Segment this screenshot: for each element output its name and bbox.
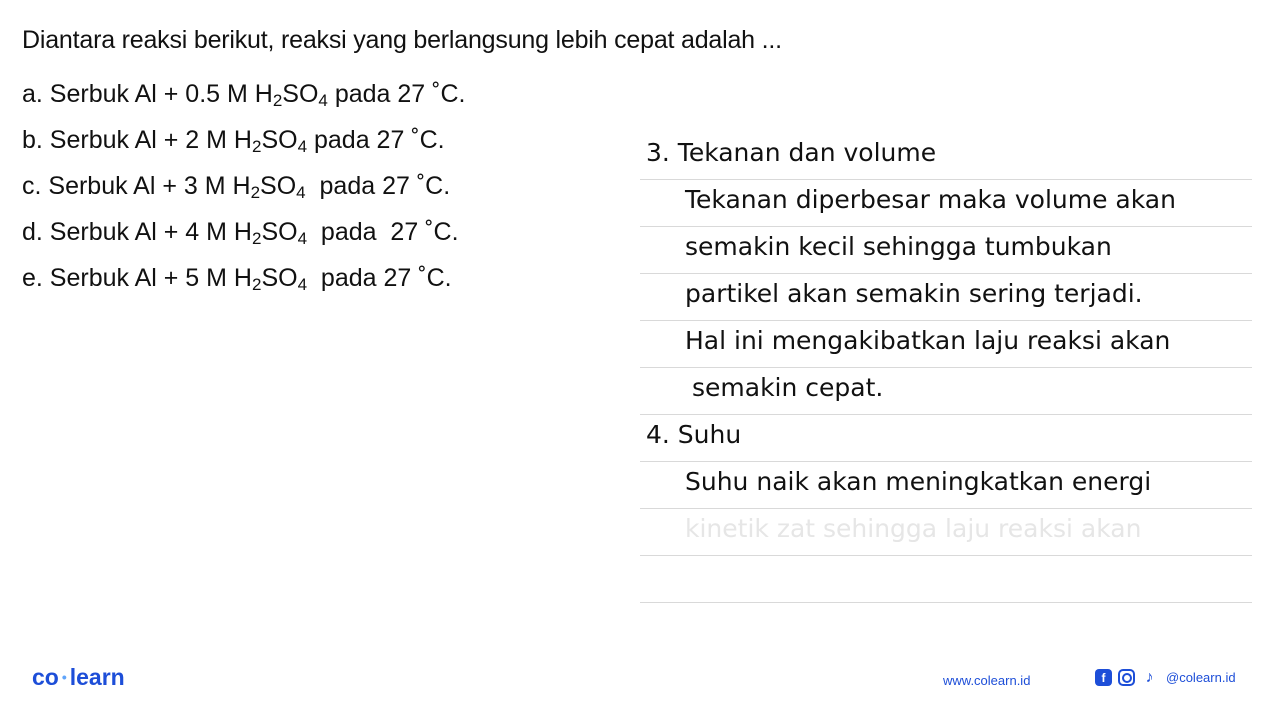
note-line: Tekanan diperbesar maka volume akan bbox=[640, 180, 1252, 227]
note-line-faint: kinetik zat sehingga laju reaksi akan bbox=[640, 509, 1252, 556]
note-line: semakin kecil sehingga tumbukan bbox=[640, 227, 1252, 274]
option-e: e. Serbuk Al + 5 M $H_2SO_4$ pada 27 ˚C. bbox=[22, 264, 452, 294]
note-line: partikel akan semakin sering terjadi. bbox=[640, 274, 1252, 321]
question-text: Diantara reaksi berikut, reaksi yang berlangsung lebih cepat adalah ... bbox=[22, 26, 782, 54]
note-heading-temperature: 4. Suhu bbox=[640, 415, 1252, 462]
option-d: d. Serbuk Al + 4 M $H_2SO_4$ pada 27 ˚C. bbox=[22, 218, 459, 248]
note-line: Suhu naik akan meningkatkan energi bbox=[640, 462, 1252, 509]
note-line-empty bbox=[640, 556, 1252, 603]
note-line: Hal ini mengakibatkan laju reaksi akan bbox=[640, 321, 1252, 368]
note-heading-pressure: 3. Tekanan dan volume bbox=[640, 133, 1252, 180]
option-c: c. Serbuk Al + 3 M $H_2SO_4$ pada 27 ˚C. bbox=[22, 172, 451, 202]
social-handle: @colearn.id bbox=[1166, 670, 1236, 685]
website-url[interactable]: www.colearn.id bbox=[943, 673, 1031, 688]
colearn-logo: co • learn bbox=[32, 664, 125, 690]
instagram-icon[interactable] bbox=[1118, 669, 1135, 686]
facebook-icon[interactable]: f bbox=[1095, 669, 1112, 686]
explanation-notes bbox=[640, 133, 1252, 603]
answer-options bbox=[22, 74, 465, 304]
note-line: semakin cepat. bbox=[640, 368, 1252, 415]
social-links bbox=[1095, 669, 1236, 686]
tiktok-icon[interactable]: ♪ bbox=[1145, 668, 1154, 686]
option-a: a. Serbuk Al + 0.5 M $H_2SO_4$ pada 27 ˚C. bbox=[22, 80, 466, 110]
option-b: b. Serbuk Al + 2 M $H_2SO_4$ pada 27 ˚C. bbox=[22, 126, 445, 156]
